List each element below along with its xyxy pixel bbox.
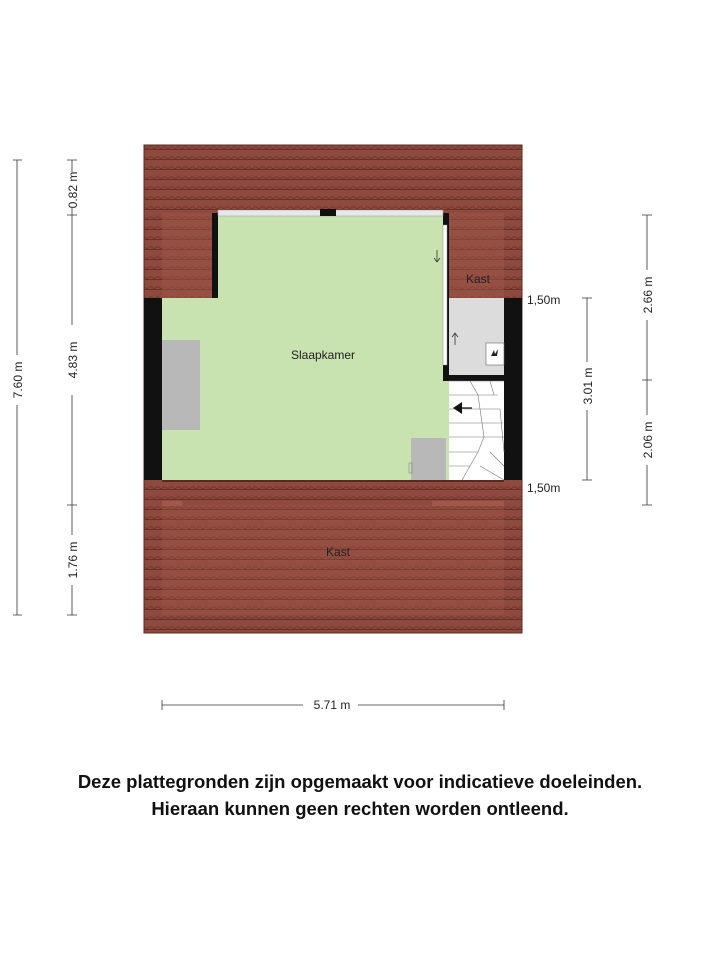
kneewall-strip xyxy=(432,501,504,506)
closet-large-label: Kast xyxy=(325,545,351,559)
kneewall-line xyxy=(162,480,504,482)
dim-right-outer xyxy=(642,215,652,505)
staircase xyxy=(449,381,504,480)
wardrobe-left xyxy=(162,340,200,430)
closet-door xyxy=(443,225,447,365)
roof-panel-bottom xyxy=(162,505,504,615)
kneewall-strip-left xyxy=(162,501,182,506)
dim-right-inner-label: 3.01 m xyxy=(581,367,595,405)
dim-bottom-width-label: 5.71 m xyxy=(313,698,351,712)
dim-left-top-label: 0.82 m xyxy=(66,171,80,209)
dim-right-top-label: 2.66 m xyxy=(641,276,655,314)
dim-left-bottom-label: 1.76 m xyxy=(66,541,80,579)
closet-small-label: Kast xyxy=(465,272,491,286)
bedroom-label: Slaapkamer xyxy=(290,348,356,362)
wall-right xyxy=(504,298,522,480)
wall-left xyxy=(144,298,162,480)
dim-left-middle-label: 4.83 m xyxy=(66,341,80,379)
height-label-top: 1,50m xyxy=(527,293,561,307)
disclaimer-line-1: Deze plattegronden zijn opgemaakt voor indicatieve doeleinden. xyxy=(77,771,643,792)
dim-left-total-label: 7.60 m xyxy=(11,361,25,399)
disclaimer xyxy=(0,768,720,822)
wall-inner-left xyxy=(212,213,218,298)
window-frame xyxy=(320,209,336,216)
roof-panel-left xyxy=(162,213,212,298)
wall-stair-top xyxy=(443,375,504,381)
disclaimer-line-2: Hieraan kunnen geen rechten worden ontleend. xyxy=(151,798,569,819)
height-label-bottom: 1,50m xyxy=(527,481,561,495)
dim-right-bottom-label: 2.06 m xyxy=(641,421,655,459)
cabinet-right xyxy=(411,438,446,480)
